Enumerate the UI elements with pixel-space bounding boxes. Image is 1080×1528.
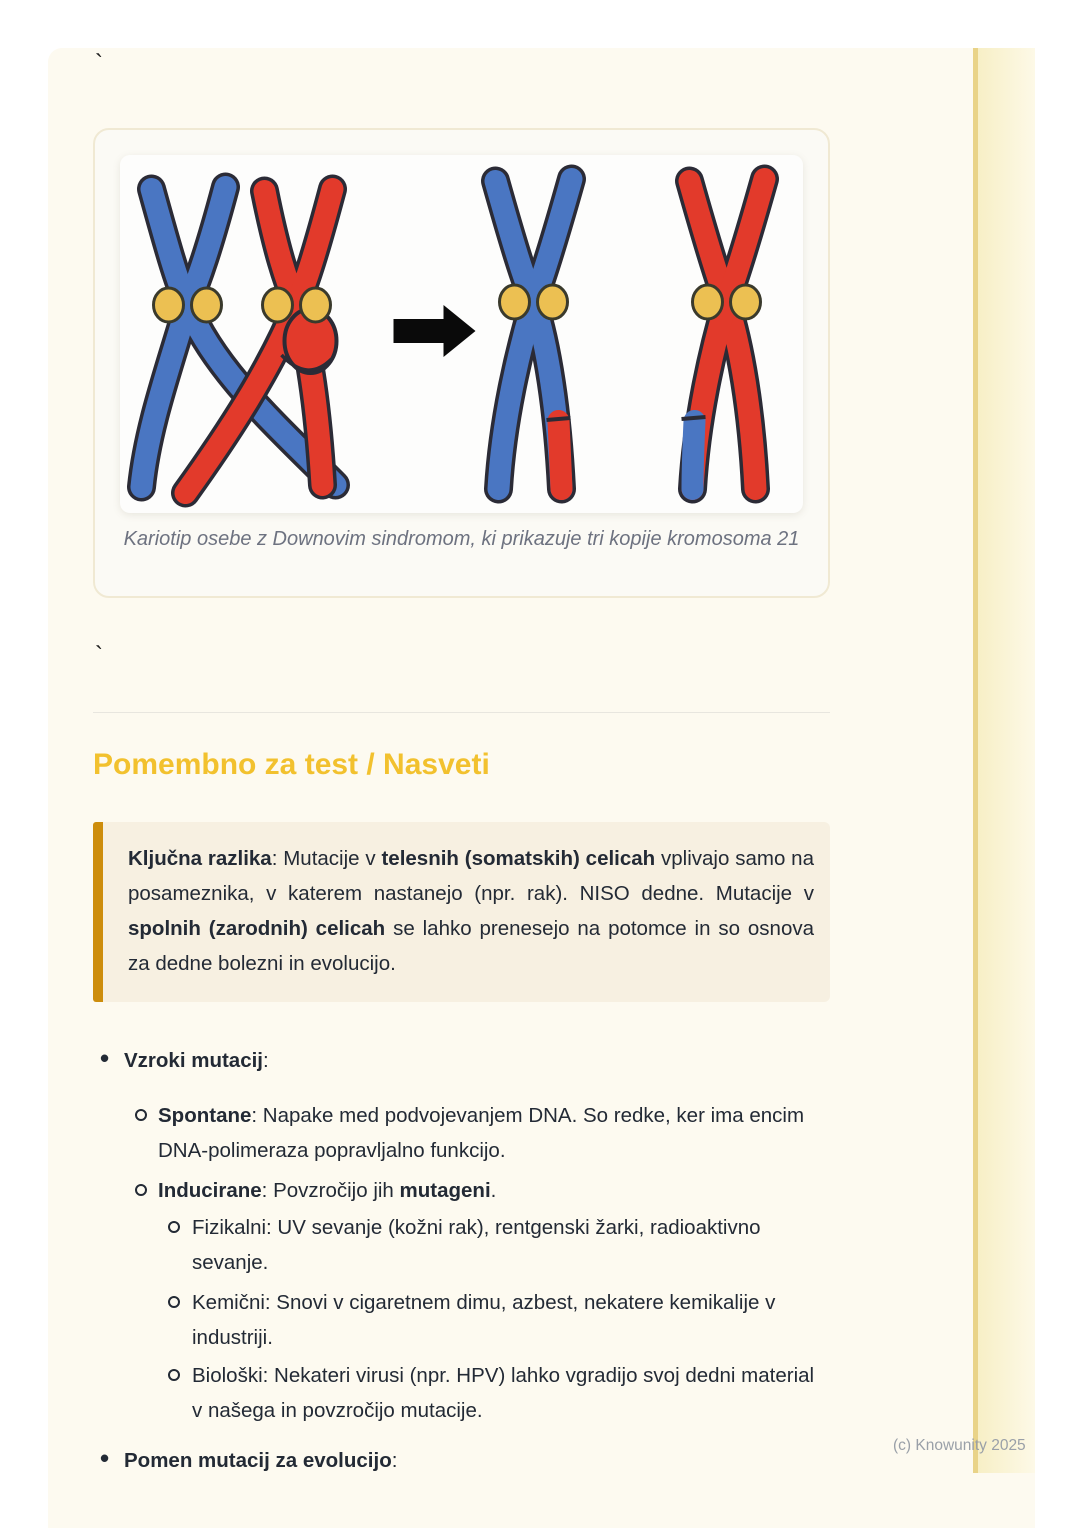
- document-page: [48, 48, 1035, 1528]
- centromere: [693, 285, 723, 319]
- list-item-inducirane: Inducirane: Povzročijo jih mutageni.: [93, 1173, 830, 1208]
- centromere: [731, 285, 761, 319]
- list-item-pomen-mutacij: • Pomen mutacij za evolucijo:: [93, 1443, 830, 1478]
- callout-text: Ključna razlika: Mutacije v telesnih (somatskih) celicah vplivajo samo na posameznika, v katerem nastanejo (npr. rak). NISO dedne. Mutacije v spolnih (zarodnih) celicah se lahko prenesejo na potomce in so osnova za dedne bolezni in evolucijo.: [128, 847, 815, 975]
- section-divider: [93, 712, 830, 713]
- key-difference-callout: [93, 822, 830, 1002]
- centromere: [538, 285, 568, 319]
- right-red-chromosome-with-blue-tip: [682, 179, 765, 489]
- list-item-spontane: Spontane: Napake med podvojevanjem DNA. So redke, ker ima encim DNA-polimeraza popravljalno funkcijo.: [93, 1098, 830, 1168]
- copyright-footer: (c) Knowunity 2025: [893, 1437, 1026, 1454]
- chromosome-illustration: [120, 155, 803, 513]
- right-blue-chromosome-with-red-tip: [496, 179, 572, 489]
- stray-backtick-top: `: [95, 50, 103, 77]
- section-heading: Pomembno za test / Nasveti: [93, 748, 490, 781]
- arrow-right-icon: [394, 305, 476, 357]
- figure-caption: Kariotip osebe z Downovim sindromom, ki prikazuje tri kopije kromosoma 21: [123, 528, 800, 550]
- centromere: [301, 288, 331, 322]
- centromere: [192, 288, 222, 322]
- centromere: [154, 288, 184, 322]
- list-item-bioloski: Biološki: Nekateri virusi (npr. HPV) lahko vgradijo svoj dedni material v našega in povzročijo mutacije.: [93, 1358, 830, 1428]
- centromere: [263, 288, 293, 322]
- list-item-kemicni: Kemični: Snovi v cigaretnem dimu, azbest, nekatere kemikalije v industriji.: [93, 1285, 830, 1355]
- stray-backtick-mid: `: [95, 642, 103, 669]
- list-item-fizikalni: Fizikalni: UV sevanje (kožni rak), rentgenski žarki, radioaktivno sevanje.: [93, 1210, 830, 1280]
- right-accent-stripe: [973, 48, 1035, 1473]
- figure-card: [93, 128, 830, 598]
- chromosome-translocation-svg: [120, 155, 803, 513]
- centromere: [500, 285, 530, 319]
- translocated-red-segment: [559, 421, 562, 489]
- list-item-vzroki-mutacij: • Vzroki mutacij:: [93, 1043, 830, 1078]
- translocated-blue-segment: [693, 421, 695, 489]
- bullet-list: [93, 1043, 830, 1478]
